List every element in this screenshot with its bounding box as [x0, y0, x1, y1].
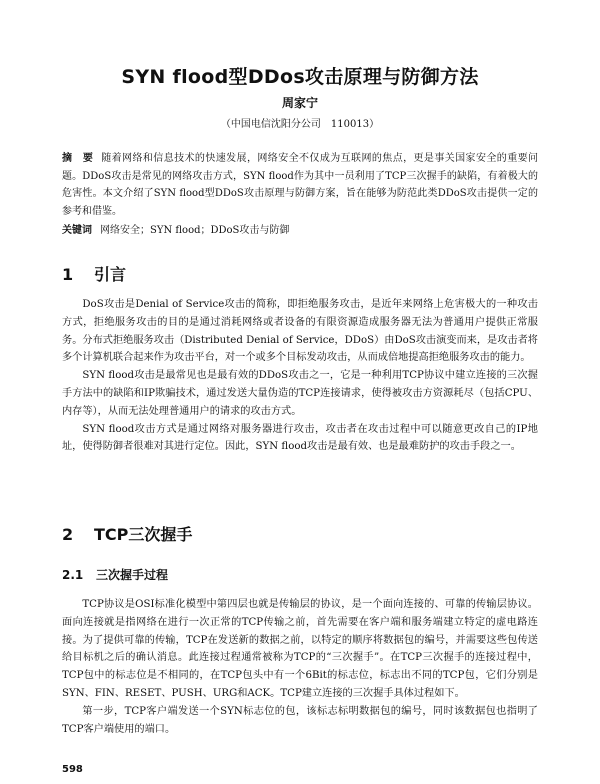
section-1-number: 1: [62, 265, 74, 284]
section-1-body: [62, 296, 538, 456]
section-1-paragraph: SYN flood攻击是最常见也是最有效的DDoS攻击之一，它是一种利用TCP协议中建立连接的三次握手方法中的缺陷和IP欺骗技术，通过发送大量伪造的TCP连接请求，使得被攻击方资源耗尽（包括CPU、内存等），从而无法处理普通用户的请求的攻击方式。: [62, 370, 538, 417]
section-2-title: TCP三次握手: [94, 525, 193, 544]
abstract: [62, 150, 538, 220]
subsection-2-1-number: 2.1: [62, 568, 84, 582]
keywords-text: 网络安全；SYN flood；DDoS攻击与防御: [100, 225, 290, 236]
subsection-2-1-heading: [62, 566, 168, 583]
author-name: 周家宁: [281, 96, 318, 110]
section-1-title: 引言: [94, 265, 127, 284]
subsection-2-1-paragraph: TCP协议是OSI标准化模型中第四层也就是传输层的协议，是一个面向连接的、可靠的传输层协议。面向连接就是指网络在进行一次正常的TCP传输之前，首先需要在客户端和服务端建立特定的虚电路连接。为了提供可靠的传输，TCP在发送新的数据之前，以特定的顺序将数据包的编号，并需要这些包传送给目标机之后的确认消息。此连接过程通常被称为TCP的“三次握手”。在TCP三次握手的连接过程中，TCP包中的标志位是不相同的，在TCP包头中有一个6Bit的标志位，标志出不同的TCP包，它们分别是SYN、FIN、RESET、PUSH、URG和ACK。TCP建立连接的三次握手具体过程如下。: [62, 599, 538, 699]
subsection-2-1-title: 三次握手过程: [96, 568, 169, 582]
section-1-paragraph: DoS攻击是Denial of Service攻击的简称，即拒绝服务攻击，是近年来网络上危害极大的一种攻击方式，拒绝服务攻击的目的是通过消耗网络或者设备的有限资源造成服务器无法为普通用户提供正常服务。分布式拒绝服务攻击（Distributed Denial of Service，DDoS）由DoS攻击演变而来，是攻击者将多个计算机联合起来作为攻击平台，对一个或多个目标发动攻击，从而成倍地提高拒绝服务攻击的能力。: [62, 299, 538, 364]
paper-title: SYN flood型DDos攻击原理与防御方法: [121, 66, 479, 88]
keywords: [62, 222, 538, 239]
keywords-label: 关键词: [62, 225, 92, 236]
section-1-heading: [62, 262, 126, 285]
subsection-2-1-paragraph: 第一步，TCP客户端发送一个SYN标志位的包，该标志标明数据包的编号，同时该数据包也指明了TCP客户端使用的端口。: [62, 705, 538, 735]
section-2-heading: [62, 522, 192, 545]
author-affiliation: （中国电信沈阳分公司 110013）: [220, 119, 380, 130]
section-1-paragraph: SYN flood攻击方式是通过网络对服务器进行攻击，攻击者在攻击过程中可以随意更改自己的IP地址，使得防御者很难对其进行定位。因此，SYN flood攻击是最有效、也是最难防护的攻击手段之一。: [62, 423, 538, 453]
subsection-2-1-body: [62, 596, 538, 738]
section-2-number: 2: [62, 525, 74, 544]
abstract-label: 摘 要: [62, 153, 94, 164]
page-number: 598: [62, 764, 83, 775]
abstract-text: 随着网络和信息技术的快速发展，网络安全不仅成为互联网的焦点，更是事关国家安全的重要问题。DDoS攻击是常见的网络攻击方式，SYN flood作为其中一员利用了TCP三次握手的缺陷，有着极大的危害性。本文介绍了SYN flood型DDoS攻击原理与防御方案，旨在能够为防范此类DDoS攻击提供一定的参考和借鉴。: [62, 153, 539, 217]
